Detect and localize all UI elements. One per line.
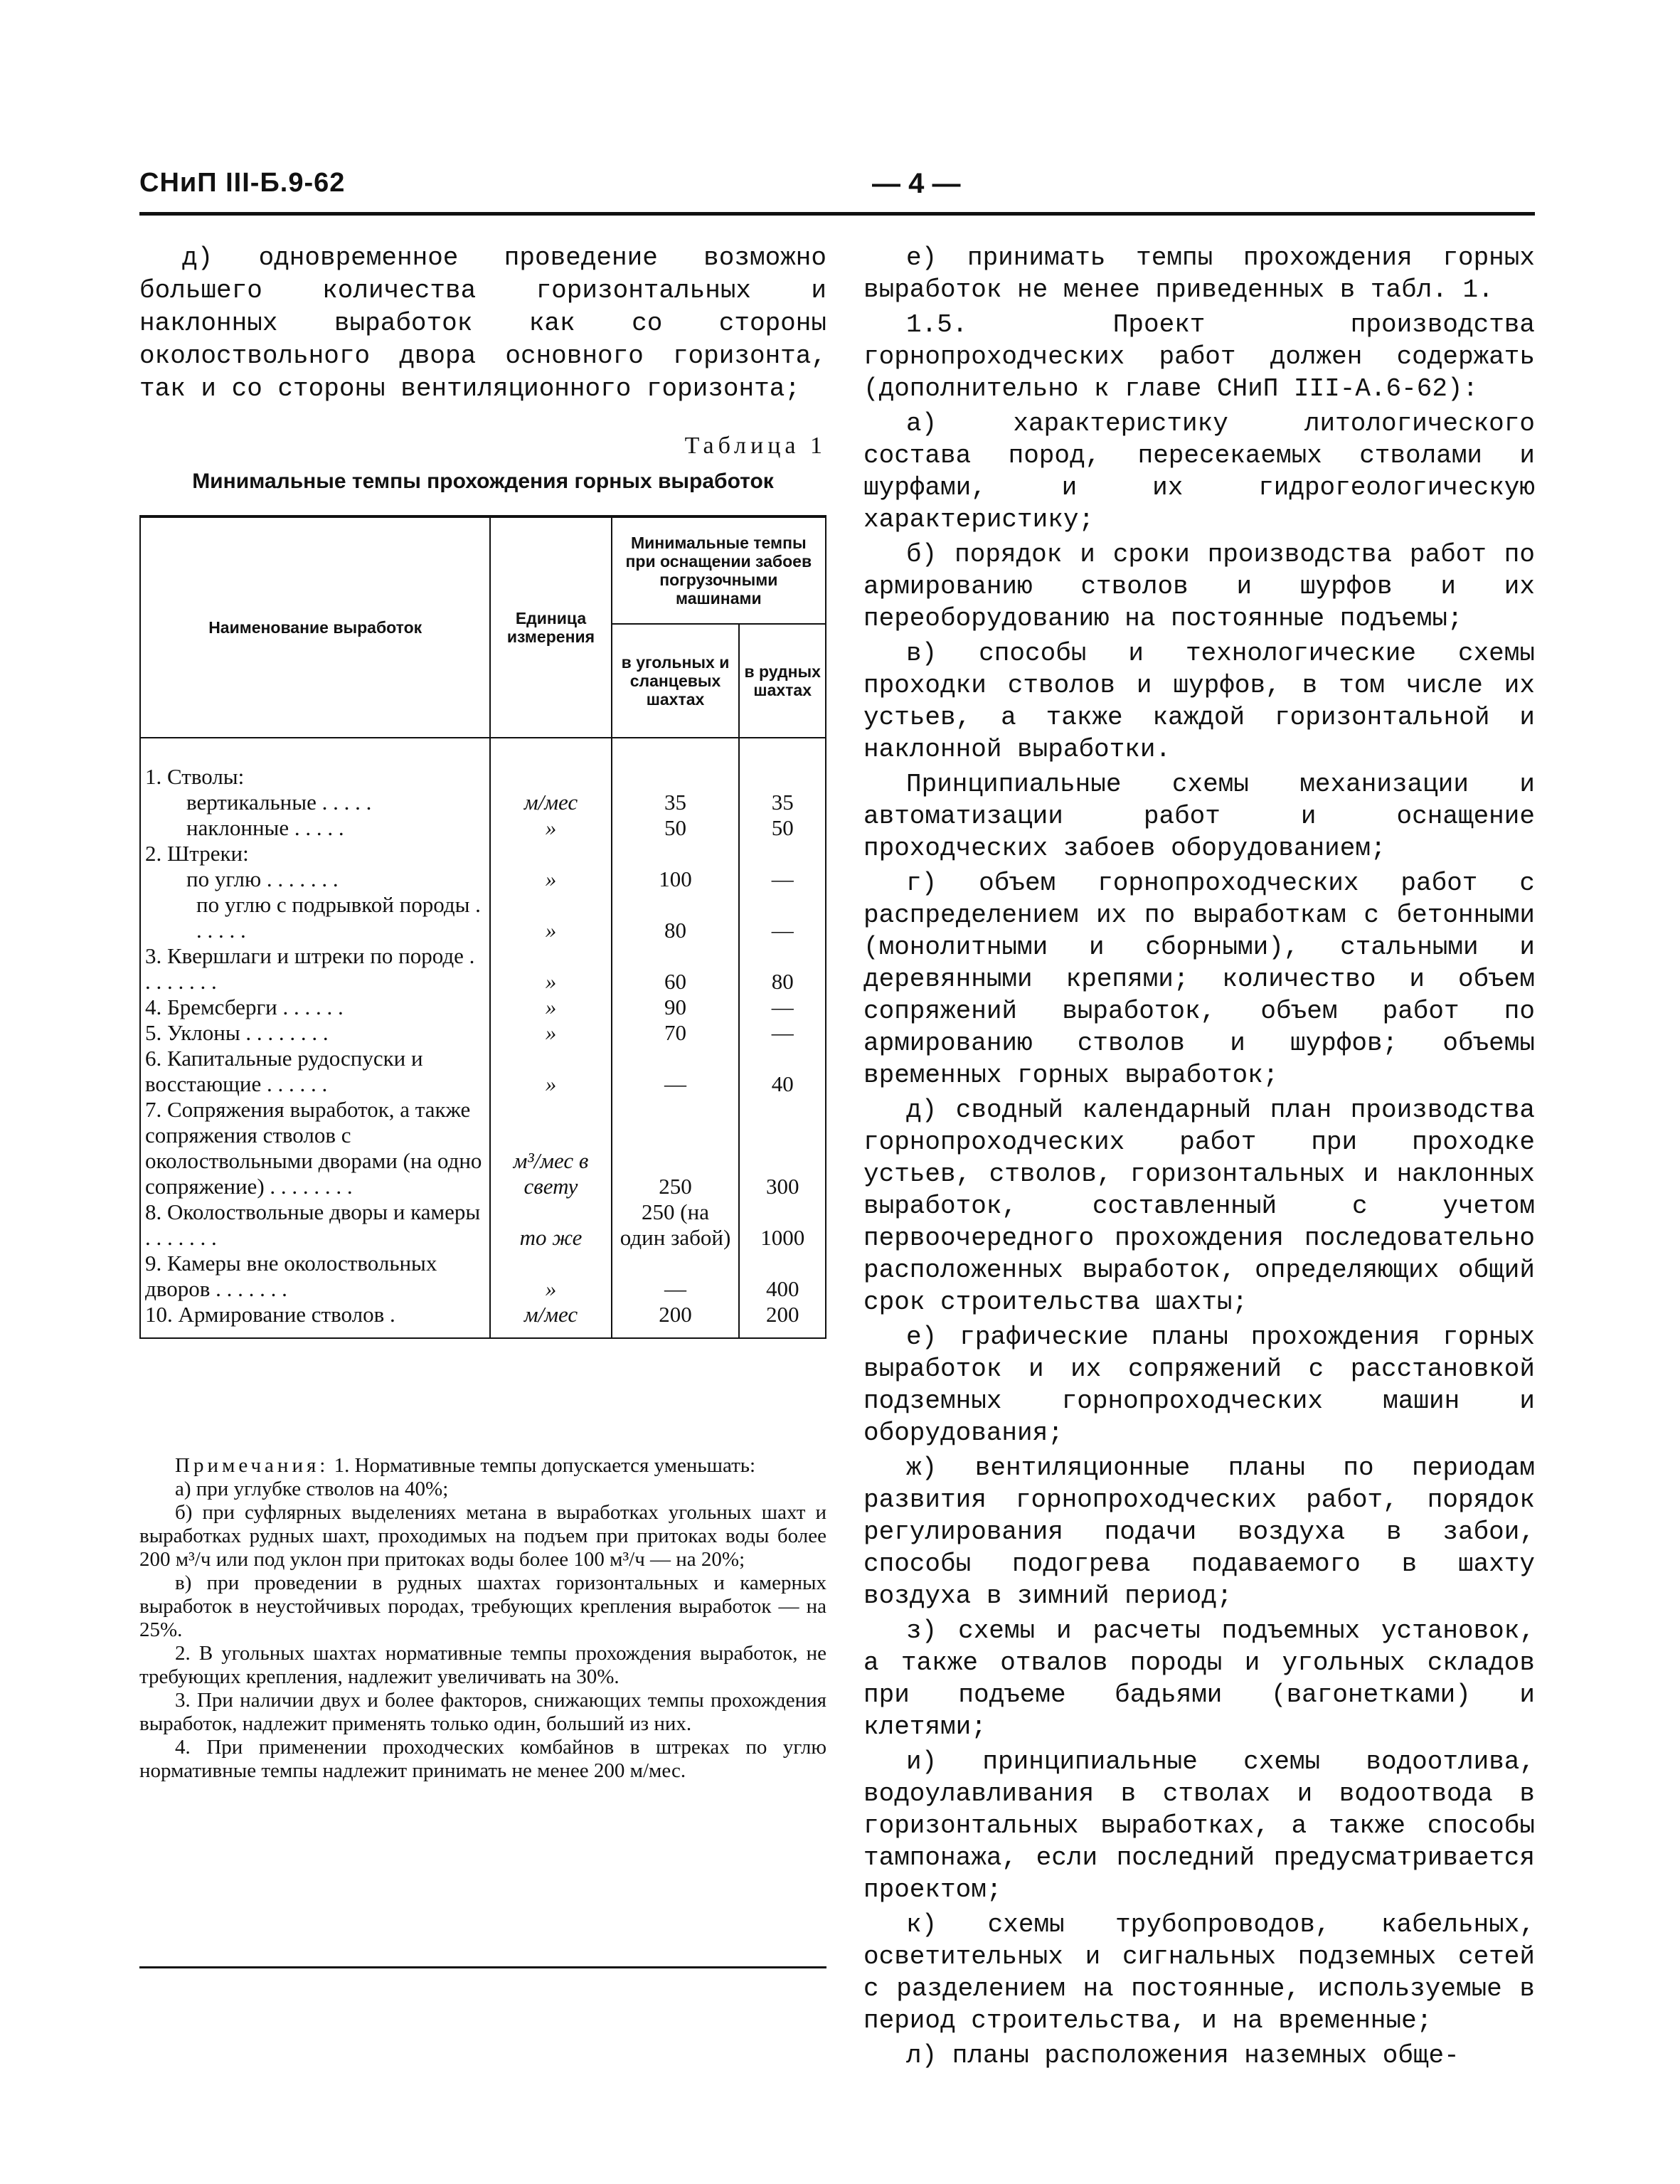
paragraph-v: в) способы и технологические схемы проходки стволов и шурфов, в том числе их устьев, а также каждой горизонтальной и наклонной выработки. <box>863 639 1535 764</box>
row-name: 6. Капитальные рудоспуски и восстающие . . . . . . <box>140 1046 490 1097</box>
row-name-text: по углю . . . . . . . <box>186 866 339 891</box>
row-unit: » <box>490 815 611 841</box>
row-name: 5. Уклоны . . . . . . . . <box>140 1020 490 1046</box>
paragraph-d: д) одновременное проведение возможно большего количества горизонтальных и наклонных выработок как со стороны околоствольного двора основного горизонта, так и со стороны вентиляционного горизонта; <box>139 243 826 403</box>
row-name: 4. Бремсберги . . . . . . <box>140 995 490 1020</box>
row-unit: » <box>490 892 611 943</box>
table-row <box>140 1020 826 1046</box>
paragraph-k: к) схемы трубопроводов, кабельных, осветительных и сигнальных подземных сетей с разделением на постоянные, используемые в период строительства, и на временные; <box>863 1910 1535 2035</box>
row-coal: — <box>612 1046 740 1097</box>
row-name: 3. Квершлаги и штреки по породе . . . . . . . . <box>140 943 490 995</box>
table-caption: Таблица 1 <box>684 433 826 459</box>
note-1c: в) при проведении в рудных шахтах горизонтальных и камерных выработок в неустойчивых породах, требующих крепления выработок — на 25%. <box>139 1571 826 1641</box>
row-coal: 50 <box>612 815 740 841</box>
row-coal: 60 <box>612 943 740 995</box>
table-row <box>140 1251 826 1302</box>
paragraph-g: г) объем горнопроходческих работ с распределением их по выработкам с бетонными (монолитными и сборными), стальными и деревянными крепями; количество и объем сопряжений выработок, объем работ по армированию стволов и шурфов; объемы временных горных выработок; <box>863 869 1535 1090</box>
paragraph-e-graphic: е) графические планы прохождения горных выработок и их сопряжений с расстановкой подземных горнопроходческих машин и оборудования; <box>863 1322 1535 1448</box>
table-row <box>140 866 826 892</box>
row-name: 2. Штреки: <box>140 841 490 866</box>
row-name: 8. Околоствольные дворы и камеры . . . . . . . <box>140 1199 490 1251</box>
paragraph-zh: ж) вентиляционные планы по периодам развития горнопроходческих работ, порядок регулирования подачи воздуха в забои, способы подогрева подаваемого в шахту воздуха в зимний период; <box>863 1453 1535 1611</box>
row-unit: » <box>490 1020 611 1046</box>
row-unit: м/мес <box>490 790 611 815</box>
row-ore: 35 <box>739 790 826 815</box>
header-ore: в рудных шахтах <box>739 624 826 738</box>
row-name <box>140 892 490 943</box>
paragraph-a: а) характеристику литологического состава пород, пересекаемых стволами и шурфами, и их гидрогеологическую характеристику; <box>863 409 1535 534</box>
row-unit: » <box>490 1046 611 1097</box>
note-3: 3. При наличии двух и более факторов, снижающих темпы прохождения выработок, надлежит применять только один, больший из них. <box>139 1689 826 1735</box>
page-header <box>139 168 1535 208</box>
row-coal: 80 <box>612 892 740 943</box>
row-ore: — <box>739 995 826 1020</box>
row-coal <box>612 738 740 790</box>
row-ore: 200 <box>739 1302 826 1338</box>
row-unit: то же <box>490 1199 611 1251</box>
row-name <box>140 866 490 892</box>
row-unit <box>490 841 611 866</box>
table-notes <box>139 1454 826 1783</box>
notes-bottom-rule <box>139 1966 826 1968</box>
row-name-text: вертикальные . . . . . <box>186 790 372 815</box>
table-row <box>140 995 826 1020</box>
row-coal: 100 <box>612 866 740 892</box>
table-row <box>140 1302 826 1338</box>
notes-label: Примечания: <box>175 1454 329 1477</box>
note-4: 4. При применении проходческих комбайнов в штреках по углю нормативные темпы надлежит принимать не менее 200 м/мес. <box>139 1736 826 1782</box>
row-name-text: по углю с подрывкой породы . . . . . . <box>196 892 481 943</box>
note-1b: б) при суфлярных выделениях метана в выработках угольных шахт и выработках рудных шахт, проходимых на подъем при притоках воды более 200 м³/ч или под уклон при притоках воды более 100 м³/ч — на 20%; <box>139 1501 826 1571</box>
row-coal: 250 <box>612 1097 740 1199</box>
table-row <box>140 790 826 815</box>
row-ore: 400 <box>739 1251 826 1302</box>
paragraph-l: л) планы расположения наземных обще- <box>906 2041 1460 2070</box>
row-unit: » <box>490 1251 611 1302</box>
table-row <box>140 1199 826 1251</box>
row-coal: — <box>612 1251 740 1302</box>
table-row <box>140 1046 826 1097</box>
row-unit: » <box>490 943 611 995</box>
paragraph-z: з) схемы и расчеты подъемных установок, а также отвалов породы и угольных складов при подъеме бадьями (вагонетками) и клетями; <box>863 1616 1535 1742</box>
paragraph-i: и) принципиальные схемы водоотлива, водоулавливания в стволах и водоотвода в горизонтальных выработках, а также способы тампонажа, если последний предусматривается проектом; <box>863 1747 1535 1904</box>
row-unit <box>490 738 611 790</box>
row-coal: 90 <box>612 995 740 1020</box>
note-1: 1. Нормативные темпы допускается уменьшать: <box>334 1454 756 1477</box>
row-ore: 300 <box>739 1097 826 1199</box>
paragraph-e-rates: е) принимать темпы прохождения горных выработок не менее приведенных в табл. 1. <box>863 243 1535 304</box>
row-unit: м³/мес в свету <box>490 1097 611 1199</box>
document-code: СНиП III-Б.9-62 <box>139 168 346 198</box>
rates-table <box>139 515 826 1339</box>
row-ore: — <box>739 892 826 943</box>
row-name: 7. Сопряжения выработок, а также сопряжения стволов с околоствольными дворами (на одно сопряжение) . . . . . . . . <box>140 1097 490 1199</box>
row-unit: » <box>490 995 611 1020</box>
row-ore <box>739 841 826 866</box>
row-name: 10. Армирование стволов . <box>140 1302 490 1338</box>
row-ore: 50 <box>739 815 826 841</box>
table-body <box>140 738 826 1338</box>
row-coal: 35 <box>612 790 740 815</box>
table-row <box>140 815 826 841</box>
table-row <box>140 841 826 866</box>
table-row <box>140 892 826 943</box>
table-row <box>140 943 826 995</box>
row-ore: 1000 <box>739 1199 826 1251</box>
row-coal: 200 <box>612 1302 740 1338</box>
header-unit: Единица измерения <box>490 516 611 738</box>
header-coal: в угольных и сланцевых шахтах <box>612 624 740 738</box>
row-ore <box>739 738 826 790</box>
paragraph-v-cont: Принципиальные схемы механизации и автоматизации работ и оснащение проходческих забоев оборудованием; <box>863 770 1535 863</box>
row-name <box>140 790 490 815</box>
row-name-text: наклонные . . . . . <box>186 815 344 840</box>
header-name: Наименование выработок <box>140 516 490 738</box>
row-coal <box>612 841 740 866</box>
table-row <box>140 738 826 790</box>
header-group: Минимальные темпы при оснащении забоев погрузочными машинами <box>612 516 826 624</box>
row-name: 1. Стволы: <box>140 738 490 790</box>
note-2: 2. В угольных шахтах нормативные темпы прохождения выработок, не требующих крепления, надлежит увеличивать на 30%. <box>139 1642 826 1688</box>
row-ore: — <box>739 1020 826 1046</box>
paragraph-d-plan: д) сводный календарный план производства горнопроходческих работ при проходке устьев, стволов, горизонтальных и наклонных выработок, составленный с учетом первоочередного прохождения последовательно расположенных выработок, определяющих общий срок строительства шахты; <box>863 1096 1535 1317</box>
header-rule <box>139 212 1535 216</box>
row-ore: 40 <box>739 1046 826 1097</box>
row-coal: 250 (на один забой) <box>612 1199 740 1251</box>
table-row <box>140 1097 826 1199</box>
page-number: — 4 — <box>872 168 961 199</box>
note-1a: а) при углубке стволов на 40%; <box>175 1478 449 1500</box>
right-column <box>863 242 1535 2074</box>
row-unit: » <box>490 866 611 892</box>
row-ore: 80 <box>739 943 826 995</box>
table-title: Минимальные темпы прохождения горных выработок <box>192 470 774 493</box>
paragraph-b: б) порядок и сроки производства работ по армированию стволов и шурфов и их переоборудованию на постоянные подъемы; <box>863 540 1535 633</box>
paragraph-1-5: 1.5. Проект производства горнопроходческих работ должен содержать (дополнительно к главе СНиП III-А.6-62): <box>863 310 1535 403</box>
row-coal: 70 <box>612 1020 740 1046</box>
row-ore: — <box>739 866 826 892</box>
row-name: 9. Камеры вне околоствольных дворов . . . . . . . <box>140 1251 490 1302</box>
left-column-intro <box>139 242 826 405</box>
row-name <box>140 815 490 841</box>
row-unit: м/мес <box>490 1302 611 1338</box>
